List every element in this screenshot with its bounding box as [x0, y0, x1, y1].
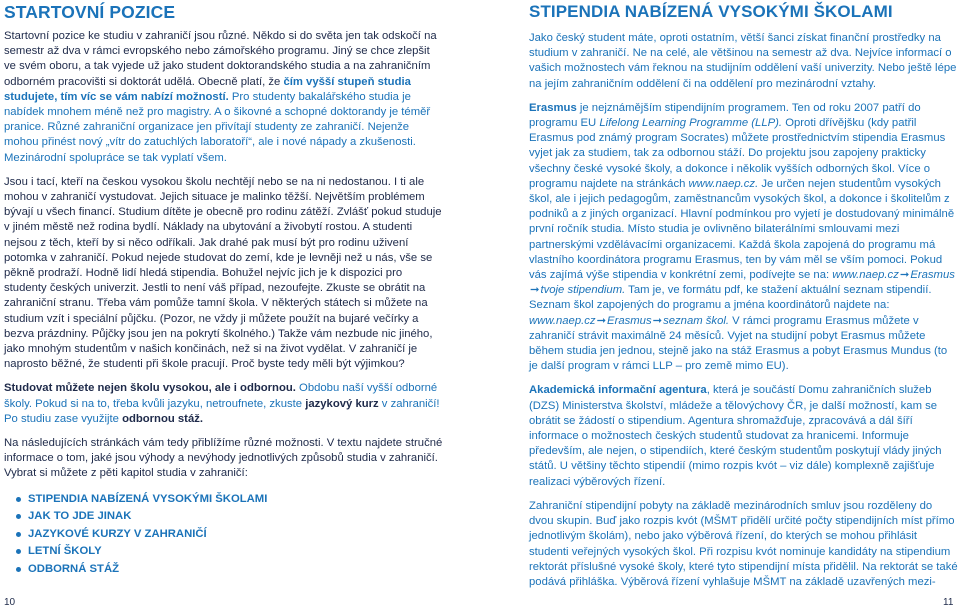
arrow-icon: ➞: [652, 314, 663, 327]
arrow-icon: ➞: [899, 269, 910, 282]
chapter-list: [4, 491, 444, 579]
school-types-text-d: v zahraničí! Po studiu zase využijte: [4, 397, 440, 425]
paragraph-school-types: [4, 381, 444, 427]
erasmus-text-j: Tam je, ve formátu pdf, ke stažení aktuální seznam stipendií. Seznam škol zapojených do programu a jména koordinátorů najdete na:: [529, 284, 932, 312]
arrow-icon: ➞: [530, 284, 540, 297]
paragraph-erasmus: [529, 101, 959, 375]
school-types-text-b: Obdobu naší vyšší odborné školy. Pokud si na to, třeba kvůli jazyku, netroufnete, zkuste: [4, 382, 438, 410]
section-title-stipendia: STIPENDIA NABÍZENÁ VYSOKÝMI ŠKOLAMI: [529, 2, 893, 21]
intro-highlight: čím vyšší stupeň studia studujete, tím víc se vám nabízí možností.: [4, 75, 411, 103]
erasmus-text-f: Je určen nejen studentům vysokých škol, ale i jejich pedagogům, zaměstnancům vysokých škol, a dokonce i školitelům z podniků a z jiných organizací. Hlavní podmínkou pro vyjetí je dostudovaný minimálně první ročník studia. Místo studia je ovlivněno bilaterálními smlouvami mezi partnerskými vzdělávacími organizacemi. Každá škola zapojená do programu má vlastního koordinátora programu Erasmus, ten by vám měl se vším pomoci. Pokud vás zajímá výše stipendia v konkrétní zemi, podívejte se na:: [529, 177, 955, 282]
chapter-item: JAZYKOVÉ KURZY V ZAHRANIČÍ: [20, 526, 444, 544]
section-title-startovni-pozice: STARTOVNÍ POZICE: [4, 2, 176, 22]
school-types-bold-course: jazykový kurz: [305, 397, 379, 410]
agency-text-b: , která je součástí Domu zahraničních služeb (DZS) Ministerstva školství, mládeže a tělovýchovy ČR, je další možností, kam se obrátit se žádostí o stipendium. Agentura shromažďuje, zpracovává a dál šíří informace o možnostech českých studentů studovat za hranicemi. Informuje především, ale nejen, o stipendiích, které českým studentům poskytují vlády jiných států. U většiny těchto stipendií (mimo rozpis kvót – viz dále) komplexně zajišťuje realizaci výběrových řízení.: [529, 384, 942, 488]
erasmus-text-d: Oproti dřívějšku (kdy patřil Erasmus pod známý program Socrates) můžete prostřednictvím stipendia Erasmus vyjet jak za studiem, tak za odbornou stáží. Do projektu jsou zapojeny prakticky všechny české vysoké školy, a dokonce i několik vyšších odborných škol. Více o programu najdete na stránkách: [529, 117, 946, 190]
school-types-bold: Studovat můžete nejen školu vysokou, ale i odbornou.: [4, 382, 296, 395]
paragraph-intro: [4, 29, 444, 166]
page-number-right: 11: [943, 597, 954, 608]
erasmus-path-2-a: www.naep.cz: [529, 314, 596, 327]
left-column: [4, 0, 444, 578]
erasmus-path-1-c: tvoje stipendium.: [540, 284, 626, 297]
erasmus-path-2-b: Erasmus: [607, 314, 652, 327]
erasmus-path-1-a: www.naep.cz: [832, 269, 899, 282]
page-number-left: 10: [4, 597, 16, 608]
arrow-icon: ➞: [596, 314, 607, 327]
chapter-item: LETNÍ ŠKOLY: [20, 543, 444, 561]
erasmus-link-naep: www.naep.cz.: [688, 177, 759, 190]
paragraph-stipend-intro: Jako český student máte, oproti ostatním, větší šanci získat finanční prostředky na studium v zahraničí. Ne na celé, ale většinou na semestr až dva. Nejvíce informací o vašich možnostech vám řeknou na studijním oddělení vaší univerzity. Nebo ještě lépe na jejím zahraničním oddělení či na oddělení pro mezinárodní vztahy.: [529, 32, 957, 90]
paragraph-agency: [529, 383, 959, 489]
agency-bold: Akademická informační agentura: [529, 384, 707, 397]
erasmus-text-n: V rámci programu Erasmus můžete v zahraničí strávit maximálně 24 měsíců. Vyjet na studijní pobyt Erasmus můžete během studia jen jednou, stejně jako na stáž Erasmus a pobyt Erasmus Mundus (to je další program v rámci LLP – pro země mimo EU).: [529, 314, 948, 373]
erasmus-path-1-b: Erasmus: [910, 269, 955, 282]
erasmus-llp: Lifelong Learning Programme (LLP).: [599, 117, 783, 130]
erasmus-text-b: je nejznámějším stipendijním programem. Ten od roku 2007 patří do programu EU: [529, 101, 921, 130]
right-column: [529, 0, 959, 599]
erasmus-path-2-c: seznam škol.: [663, 314, 730, 327]
paragraph-overview: Na následujících stránkách vám tedy přiblížíme různé možnosti. V textu najdete stručné informace o tom, jaké jsou výhody a nevýhody jednotlivých způsobů studia v zahraničí. Vybrat si můžete z pěti kapitol studia v zahraničí:: [4, 437, 443, 480]
intro-text-c: Pro studenty bakalářského studia je nabídek mnohem méně než pro magistry. A o šikovné a schopné doktorandy je téměř pranice. Různé zahraniční organizace jen přivítají studenty ze zahraničí. Nejenže mohou přinést nový „vítr do zatuchlých laboratoří“, ale i nové nápady a zkušenosti. Mezinárodní spolupráce se tak vyplatí všem.: [4, 90, 431, 164]
intro-text-a: Startovní pozice ke studiu v zahraničí jsou různé. Někdo si do světa jen tak odskočí na semestr až dva v rámci evropského nebo zámořského programu. Jiný se chce zlepšit ve svém oboru, a tak vyjede už jako student doktorandského studia a na zahraničním odborném pracovišti si doktorát udělá. Obecně platí, že: [4, 30, 437, 88]
paragraph-quotas: Zahraniční stipendijní pobyty na základě mezinárodních smluv jsou rozděleny do dvou skupin. Buď jako rozpis kvót (MŠMT přidělí určité počty stipendijních míst přímo jednotlivým školám), nebo jako výběrová řízení, do kterých se mohou přihlásit studenti veřejných vysokých škol. Při rozpisu kvót nominuje kandidáty na stipendium rektorát příslušné vysoké školy, které tyto stipendijní místa přidělil. Na rektorát se také podává přihláška. Výběrová řízení vyhlašuje MŠMT na základě uzavřených mezi-: [529, 499, 958, 588]
school-types-bold-internship: odbornou stáž.: [122, 412, 204, 425]
paragraph-finance: Jsou i tací, kteří na českou vysokou školu nechtějí nebo se na ni nedostanou. I ti ale mohou v zahraničí vystudovat. Jejich situace je malinko těžší. Největším problémem bývají u všech financí. Studium dítěte je obecně pro rodinu zátěží. Zvlášť pokud studuje v jiném městě než rodina bydlí. Náklady na ubytování a živobytí rostou. A studenti nejsou z těch, kteří by si něco odříkali. Jak drahé pak musí být pro rodinu uživení potomka v zahraničí. Pokud nejede studovat do zemí, kde je levněji než u nás, vše se pěkně prodraží. Hodně lidí hledá stipendia. Bohužel nejvíc jich je k dispozici pro studenty českých univerzit. Jestli to není váš případ, nezoufejte. Zkuste se obrátit na zahraniční stranu. Třeba vám pomůže tamní škola. V některých státech si můžete na studium vzít i speciální půjčku. (Pozor, ne vždy ji můžete použít na bujaré večírky a bezva prázdniny. Půjčky jsou jen na pokrytí školného.) Takže vám nezbude nic jiného, jako mnohým studentům v našich končinách, než si na život vydělat. V zahraničí je naprosto běžné, že studenti při škole pracují. Proč byste tedy měli být výjimkou?: [4, 175, 442, 371]
chapter-item: STIPENDIA NABÍZENÁ VYSOKÝMI ŠKOLAMI: [20, 491, 444, 509]
chapter-item: JAK TO JDE JINAK: [20, 508, 444, 526]
chapter-item: ODBORNÁ STÁŽ: [20, 561, 444, 579]
erasmus-bold: Erasmus: [529, 101, 577, 114]
